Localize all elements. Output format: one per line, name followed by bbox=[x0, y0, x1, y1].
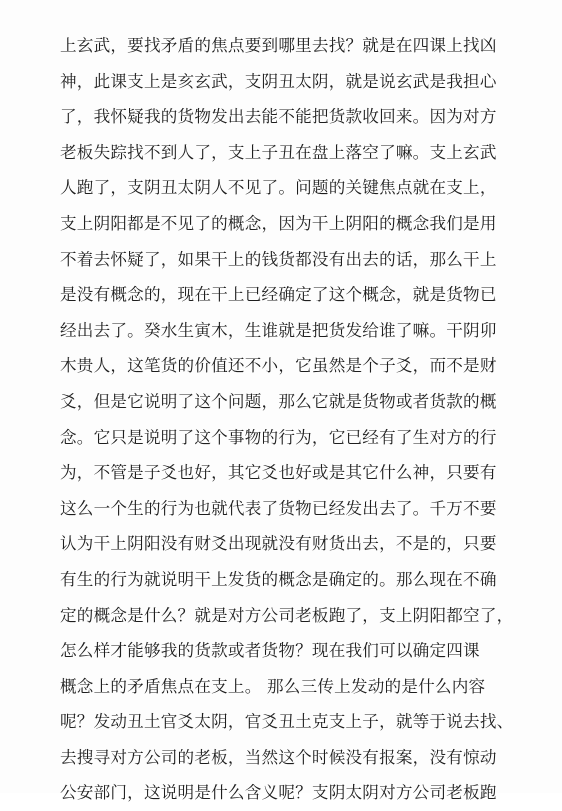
text-line: 人跑了，支阴丑太阴人不见了。问题的关键焦点就在支上， bbox=[60, 178, 497, 198]
text-line: 概念上的矛盾焦点在支上。 那么三传上发动的是什么内容 bbox=[60, 676, 486, 696]
text-line: 支上阴阳都是不见了的概念，因为干上阴阳的概念我们是用 bbox=[60, 213, 497, 233]
text-line: 了，我怀疑我的货物发出去能不能把货款收回来。因为对方 bbox=[60, 107, 497, 127]
text-line: 神，此课支上是亥玄武，支阴丑太阴，就是说玄武是我担心 bbox=[60, 71, 497, 91]
text-line: 公安部门，这说明是什么含义呢？支阴太阴对方公司老板跑 bbox=[60, 783, 497, 803]
text-line: 爻，但是它说明了这个问题，那么它就是货物或者货款的概 bbox=[60, 391, 497, 411]
text-line: 不着去怀疑了，如果干上的钱货都没有出去的话，那么干上 bbox=[60, 249, 497, 269]
text-line: 上玄武，要找矛盾的焦点要到哪里去找？就是在四课上找凶 bbox=[60, 36, 497, 55]
text-line: 经出去了。癸水生寅木，生谁就是把货发给谁了嘛。干阴卯 bbox=[60, 320, 497, 340]
text-line: 是没有概念的，现在干上已经确定了这个概念，就是货物已 bbox=[60, 285, 497, 305]
text-line: 念。它只是说明了这个事物的行为，它已经有了生对方的行 bbox=[60, 427, 497, 447]
text-line: 有生的行为就说明干上发货的概念是确定的。那么现在不确 bbox=[60, 569, 497, 589]
text-line: 木贵人，这笔货的价值还不小，它虽然是个子爻，而不是财 bbox=[60, 356, 497, 376]
text-line: 去搜寻对方公司的老板，当然这个时候没有报案，没有惊动 bbox=[60, 747, 497, 767]
text-line: 认为干上阴阳没有财爻出现就没有财货出去，不是的，只要 bbox=[60, 534, 497, 554]
text-line: 怎么样才能够我的货款或者货物？现在我们可以确定四课 bbox=[60, 641, 480, 661]
text-line: 为，不管是子爻也好，其它爻也好或是其它什么神，只要有 bbox=[60, 463, 497, 483]
text-line: 呢？发动丑土官爻太阴，官爻丑土克支上子，就等于说去找、 bbox=[60, 712, 514, 732]
text-line: 这么一个生的行为也就代表了货物已经发出去了。千万不要 bbox=[60, 498, 497, 518]
text-line: 定的概念是什么？就是对方公司老板跑了，支上阴阳都空了， bbox=[60, 605, 514, 625]
text-line: 老板失踪找不到人了，支上子丑在盘上落空了嘛。支上玄武 bbox=[60, 142, 497, 162]
text-body bbox=[60, 28, 530, 811]
